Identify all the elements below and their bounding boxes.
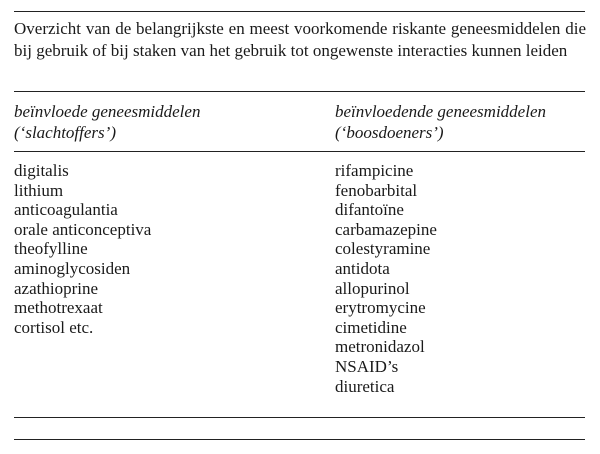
list-item: lithium (14, 180, 64, 200)
caption-rule (14, 91, 585, 92)
list-item: rifampicine (335, 161, 414, 180)
list-item: methotrexaat (14, 298, 103, 318)
column-header-victims (14, 101, 200, 143)
table-caption: Overzicht van de belangrijkste en meest voorkomende riskante geneesmiddelen die bij gebruik of bij staken van het gebruik tot ongewenste interacties kunnen leiden (14, 19, 586, 60)
list-item: digitalis (14, 161, 69, 180)
list-item: orale anticonceptiva (14, 219, 152, 239)
column-header-culprits-title: beïnvloedende geneesmiddelen (335, 102, 546, 121)
column-header-victims-subtitle: (‘slachtoffers’) (14, 123, 116, 142)
list-item: metronidazol (335, 337, 425, 357)
victims-list (14, 161, 151, 337)
list-item: anticoagulantia (14, 200, 118, 220)
list-item: allopurinol (335, 278, 410, 298)
list-item: cimetidine (335, 317, 407, 337)
column-header-culprits-subtitle: (‘boosdoeners’) (335, 123, 444, 142)
list-item: fenobarbital (335, 180, 418, 200)
list-item: NSAID’s (335, 356, 399, 376)
footer-rule (14, 439, 585, 440)
column-header-culprits (335, 101, 546, 143)
list-item: cortisol etc. (14, 317, 94, 337)
list-item: theofylline (14, 239, 88, 259)
list-item: diuretica (335, 376, 395, 396)
list-item: carbamazepine (335, 219, 437, 239)
list-item: azathioprine (14, 278, 99, 298)
list-item: difantoïne (335, 200, 404, 220)
column-header-victims-title: beïnvloede geneesmiddelen (14, 102, 201, 121)
bottom-rule (14, 417, 585, 418)
top-rule (14, 11, 585, 12)
header-rule (14, 151, 585, 152)
list-item: erytromycine (335, 298, 426, 318)
list-item: antidota (335, 258, 390, 278)
list-item: aminoglycosiden (14, 258, 131, 278)
culprits-list (335, 161, 437, 396)
list-item: colestyramine (335, 239, 431, 259)
